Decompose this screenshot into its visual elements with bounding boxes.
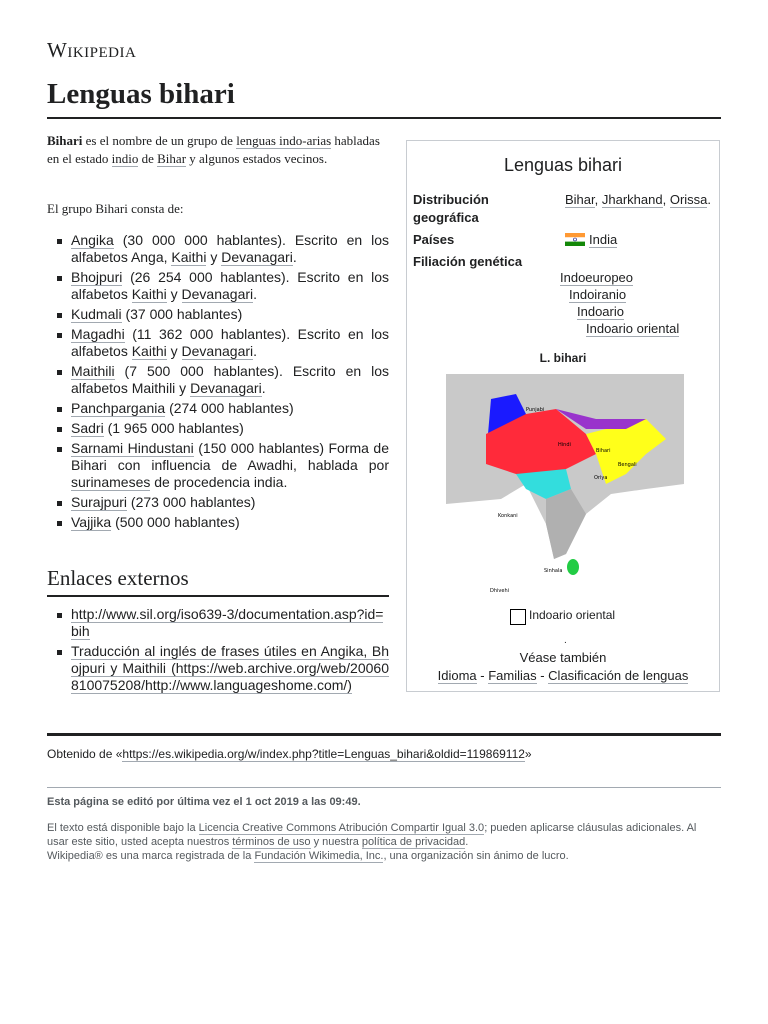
list-item-text: (37 000 hablantes) xyxy=(121,306,243,322)
list-item-text: y xyxy=(175,380,191,396)
infobox-label: Países xyxy=(413,232,455,247)
india-flag-icon xyxy=(565,233,585,246)
link-indio[interactable]: indio xyxy=(111,151,139,166)
language-link[interactable]: Kudmali xyxy=(71,306,122,322)
infobox-title: Lenguas bihari xyxy=(503,155,623,175)
tree-level-4 xyxy=(586,320,679,337)
surinameses-link[interactable]: surinameses xyxy=(71,474,151,490)
language-link[interactable]: Sarnami Hindustani xyxy=(71,440,194,456)
script-link[interactable]: Kaithi xyxy=(131,286,167,302)
list-item-text: (273 000 hablantes) xyxy=(127,494,256,510)
list-item-text: (26 254 000 hablantes). Escrito en los alfabetos xyxy=(71,269,389,302)
see-also-links: Idioma - Familias - Clasificación de lenguas xyxy=(437,668,689,683)
language-list xyxy=(47,232,389,534)
list-item-text: (1 965 000 hablantes) xyxy=(103,420,244,436)
footer-divider-thin xyxy=(47,787,721,788)
infobox-label: Filiación genética xyxy=(413,254,523,269)
link-indoario[interactable]: Indoario xyxy=(577,304,624,319)
license-part: y nuestra xyxy=(310,836,362,848)
map-label: Sinhala xyxy=(544,568,563,574)
list-item-text: (500 000 hablantes) xyxy=(111,514,240,530)
link-wikimedia[interactable]: Fundación Wikimedia, Inc. xyxy=(254,850,384,862)
link-indoeuropeo[interactable]: Indoeuropeo xyxy=(560,270,634,285)
link-familias[interactable]: Familias xyxy=(488,668,537,683)
license-part: , una organización sin ánimo de lucro. xyxy=(383,850,569,862)
link-bihar-state[interactable]: Bihar xyxy=(565,192,595,207)
list-item xyxy=(47,420,389,437)
language-link[interactable]: Surajpuri xyxy=(71,494,128,510)
link-privacy[interactable]: política de privacidad xyxy=(361,836,466,848)
intro-bold: Bihari xyxy=(47,133,83,148)
language-link[interactable]: Maithili xyxy=(71,363,115,379)
link-clasificacion[interactable]: Clasificación de lenguas xyxy=(548,668,689,683)
list-item xyxy=(47,514,389,531)
script-link[interactable]: Devanagari xyxy=(181,343,254,359)
license-part: . xyxy=(465,836,469,848)
language-link[interactable]: Panchpargania xyxy=(71,400,166,416)
intro-text-2: habladas en el estado xyxy=(47,133,380,166)
map-label: Bengali xyxy=(618,462,637,468)
list-item-text: de procedencia india. xyxy=(150,474,288,490)
legend-dot: . xyxy=(564,635,567,646)
link-idioma[interactable]: Idioma xyxy=(437,668,477,683)
link-lenguas-indo-arias[interactable]: lenguas indo-arias xyxy=(236,133,332,148)
list-item xyxy=(47,306,389,323)
license-part: El texto está disponible bajo la xyxy=(47,822,199,834)
map-label: Punjabi xyxy=(526,407,545,413)
list-item-text: y xyxy=(166,343,182,359)
retrieved-prefix: Obtenido de « xyxy=(47,747,123,761)
tree-level-2 xyxy=(569,286,626,303)
last-edited: Esta página se editó por última vez el 1 oct 2019 a las 09:49. xyxy=(47,796,361,808)
list-item-text: (30 000 000 hablantes). Escrito en los alfabetos Anga, xyxy=(71,232,389,265)
language-map[interactable] xyxy=(446,374,684,607)
intro-list-lead: El grupo Bihari consta de: xyxy=(47,201,184,216)
link-bihar[interactable]: Bihar xyxy=(157,151,187,166)
section-divider xyxy=(47,595,389,597)
list-item-text: (274 000 hablantes) xyxy=(165,400,294,416)
license-part: Wikipedia® es una marca registrada de la xyxy=(47,850,255,862)
list-item-text: . xyxy=(253,286,258,302)
list-item xyxy=(47,269,389,303)
list-item-text: y xyxy=(166,286,182,302)
list-item xyxy=(47,232,389,266)
legend-label: Indoario oriental xyxy=(529,608,616,622)
intro-text-4: y algunos estados vecinos. xyxy=(186,151,328,166)
language-link[interactable]: Vajjika xyxy=(71,514,112,530)
retrieved-from xyxy=(47,747,532,761)
section-heading-external-links: Enlaces externos xyxy=(47,566,189,590)
script-link[interactable]: Devanagari xyxy=(190,380,262,396)
list-item-text: . xyxy=(261,380,266,396)
external-links-list xyxy=(47,606,389,697)
link-orissa[interactable]: Orissa xyxy=(669,192,708,207)
list-item xyxy=(47,494,389,511)
title-divider xyxy=(47,117,721,119)
list-item xyxy=(47,400,389,417)
script-link[interactable]: Kaithi xyxy=(171,249,207,265)
license-text xyxy=(47,821,717,863)
map-label: Oriya xyxy=(594,475,608,481)
page-title: Lenguas bihari xyxy=(47,78,235,110)
footer-divider xyxy=(47,733,721,736)
license-part: ; pueden aplicarse cláusulas adicionales. Al usar este sitio, usted acepta nuestros xyxy=(47,822,697,848)
list-item xyxy=(47,326,389,360)
language-link[interactable]: Angika xyxy=(71,232,114,248)
permanent-link[interactable]: https://es.wikipedia.org/w/index.php?title=Lenguas_bihari&oldid=119869112 xyxy=(122,747,525,761)
list-item-text: . xyxy=(253,343,258,359)
map-region-green xyxy=(567,559,579,575)
intro-text-1: es el nombre de un grupo de xyxy=(82,133,237,148)
legend-swatch xyxy=(510,609,526,625)
script-name: Maithili xyxy=(131,380,176,396)
external-link-sil[interactable]: http://www.sil.org/iso639-3/documentation.asp?id=bih xyxy=(71,606,384,639)
map-caption: L. bihari xyxy=(539,351,587,365)
map-label: Bihari xyxy=(596,448,611,454)
list-item-text: . xyxy=(292,249,297,265)
script-link[interactable]: Devanagari xyxy=(181,286,254,302)
language-link[interactable]: Sadri xyxy=(71,420,104,436)
external-link-translation[interactable]: Traducción al inglés de frases útiles en Angika, Bhojpuri y Maithili (https://web.archive.org/web/20060810075208/http://www.languageshome.com/) xyxy=(71,643,389,693)
list-item xyxy=(47,606,389,640)
infobox xyxy=(406,140,720,692)
map-label: Dhivehi xyxy=(490,588,510,594)
infobox-label: Distribución geográfica xyxy=(413,192,489,225)
wikipedia-logo[interactable]: Wikipedia xyxy=(47,38,137,62)
list-item-text: (150 000 hablantes) Forma de Bihari con influencia de Awadhi, hablada por xyxy=(71,440,390,473)
language-link[interactable]: Bhojpuri xyxy=(71,269,123,285)
map-label: Hindi xyxy=(558,442,571,448)
tree-level-1 xyxy=(560,269,633,286)
link-terms[interactable]: términos de uso xyxy=(232,836,311,848)
link-india[interactable]: India xyxy=(589,232,618,247)
language-link[interactable]: Magadhi xyxy=(71,326,125,342)
link-jharkhand[interactable]: Jharkhand xyxy=(601,192,663,207)
script-link[interactable]: Devanagari xyxy=(221,249,293,265)
script-link[interactable]: Kaithi xyxy=(131,343,167,359)
intro-text-3: de xyxy=(138,151,158,166)
see-also-label: Véase también xyxy=(519,650,607,665)
list-item-text: (7 500 000 hablantes). Escrito en los alfabetos xyxy=(71,363,389,396)
retrieved-suffix: » xyxy=(524,747,532,761)
infobox-value: Bihar, Jharkhand, Orissa. xyxy=(565,192,712,207)
list-item xyxy=(47,440,389,491)
link-license[interactable]: Licencia Creative Commons Atribución Compartir Igual 3.0 xyxy=(198,822,485,834)
intro-paragraph xyxy=(47,132,389,168)
link-indoiranio[interactable]: Indoiranio xyxy=(569,287,627,302)
map-label: Konkani xyxy=(498,513,518,519)
list-item-text: (11 362 000 hablantes). Escrito en los alfabetos xyxy=(71,326,389,359)
infobox-value xyxy=(565,231,617,249)
link-indoario-oriental[interactable]: Indoario oriental xyxy=(586,321,680,336)
list-item-text: y xyxy=(206,249,222,265)
list-item xyxy=(47,363,389,397)
list-item xyxy=(47,643,389,694)
tree-level-3 xyxy=(577,303,624,320)
